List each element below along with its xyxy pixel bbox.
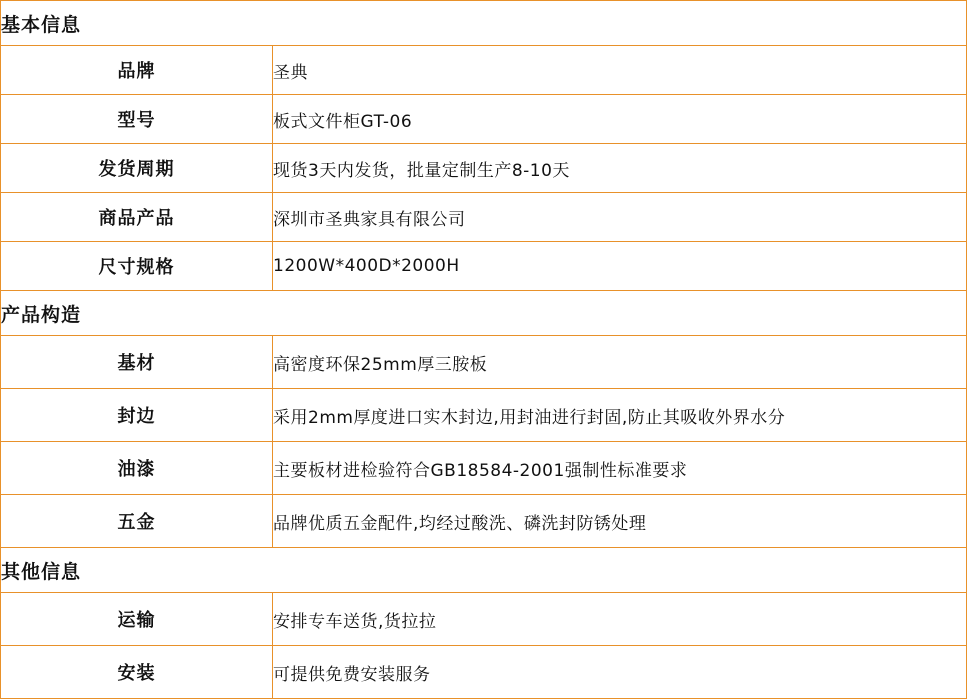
table-row [1,646,967,699]
row-value: 1200W*400D*2000H [273,242,967,291]
section-title: 产品构造 [1,291,967,336]
row-label: 五金 [1,495,273,548]
row-value: 板式文件柜GT-06 [273,95,967,144]
row-value: 采用2mm厚度进口实木封边,用封油进行封固,防止其吸收外界水分 [273,389,967,442]
table-row [1,389,967,442]
table-row [1,495,967,548]
row-value: 可提供免费安装服务 [273,646,967,699]
row-value: 主要板材进检验符合GB18584-2001强制性标准要求 [273,442,967,495]
row-label: 运输 [1,593,273,646]
section-title: 其他信息 [1,548,967,593]
table-row [1,95,967,144]
row-label: 发货周期 [1,144,273,193]
row-value: 现货3天内发货，批量定制生产8-10天 [273,144,967,193]
table-row [1,193,967,242]
row-label: 油漆 [1,442,273,495]
row-label: 封边 [1,389,273,442]
table-row [1,144,967,193]
section-title: 基本信息 [1,1,967,46]
row-value: 深圳市圣典家具有限公司 [273,193,967,242]
row-label: 安装 [1,646,273,699]
table-row [1,242,967,291]
row-value: 品牌优质五金配件,均经过酸洗、磷洗封防锈处理 [273,495,967,548]
row-label: 型号 [1,95,273,144]
table-row [1,46,967,95]
section-header-row [1,548,967,593]
section-header-row [1,1,967,46]
table-row [1,336,967,389]
row-value: 圣典 [273,46,967,95]
table-row [1,442,967,495]
row-label: 商品产品 [1,193,273,242]
spec-table-body [1,1,967,699]
row-value: 安排专车送货,货拉拉 [273,593,967,646]
row-value: 高密度环保25mm厚三胺板 [273,336,967,389]
row-label: 基材 [1,336,273,389]
section-header-row [1,291,967,336]
table-row [1,593,967,646]
row-label: 尺寸规格 [1,242,273,291]
row-label: 品牌 [1,46,273,95]
